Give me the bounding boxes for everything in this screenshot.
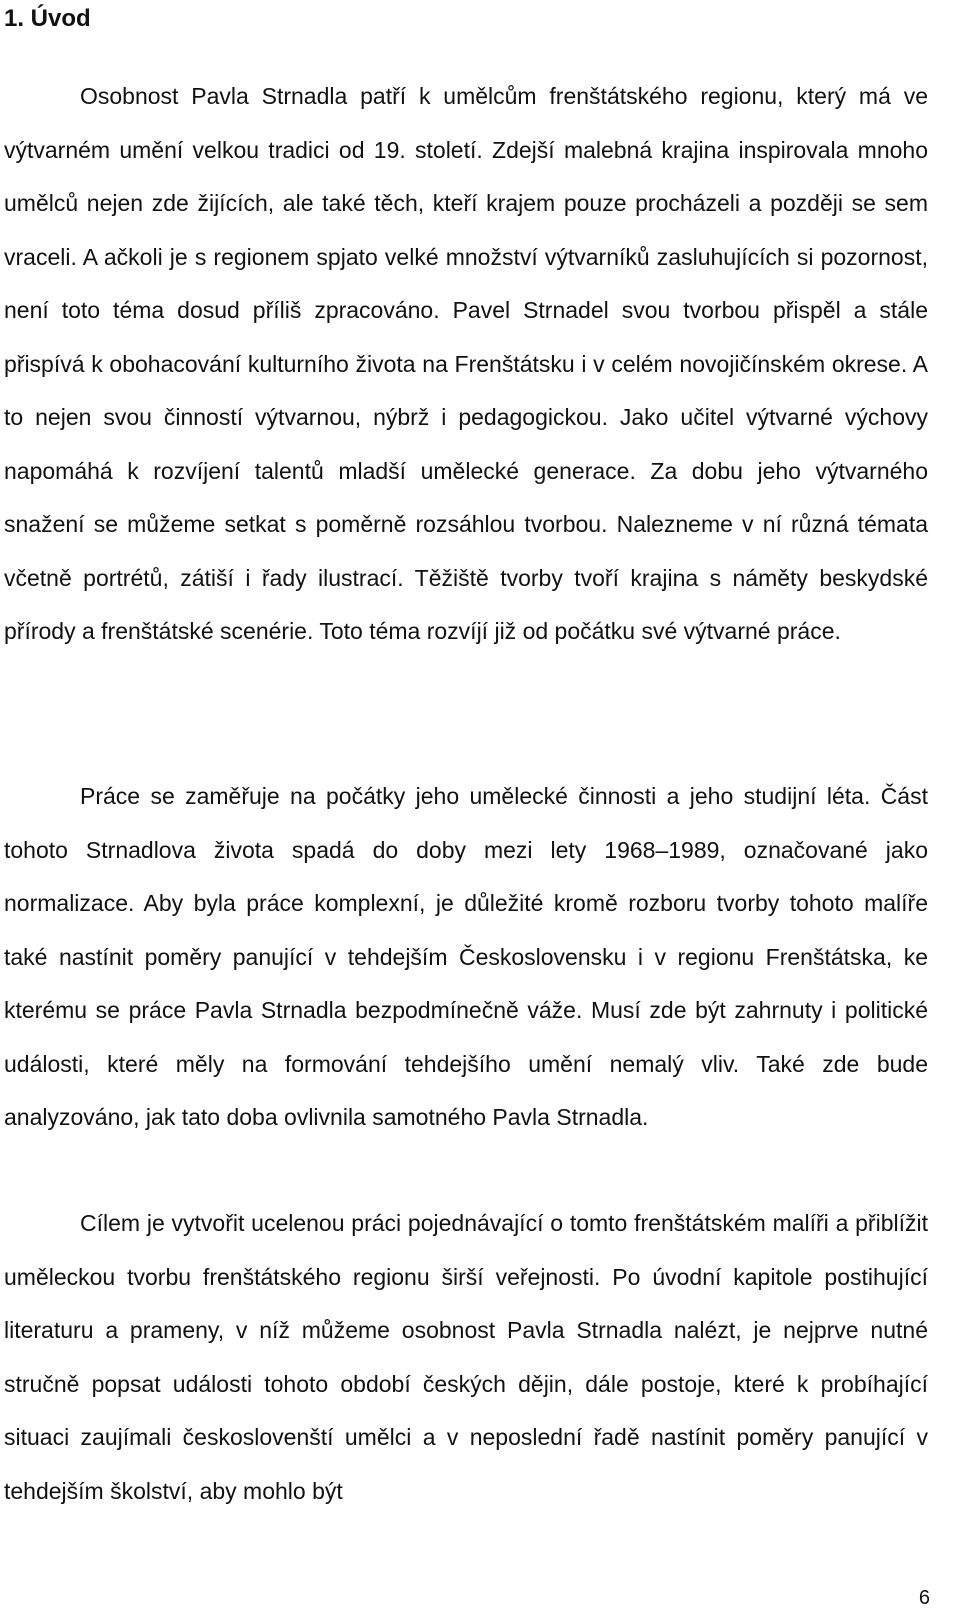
paragraph-introduction: Osobnost Pavla Strnadla patří k umělcům frenštátského regionu, který má ve výtvarném umění velkou tradici od 19. století. Zdejší malebná krajina inspirovala mnoho umělců nejen zde žijících, ale také těch, kteří krajem pouze procházeli a později se sem vraceli. A ačkoli je s regionem spjato velké množství výtvarníků zasluhujících si pozornost, není toto téma dosud příliš zpracováno. Pavel Strnadel svou tvorbou přispěl a stále přispívá k obohacování kulturního života na Frenštátsku i v celém novojičínském okrese. A to nejen svou činností výtvarnou, nýbrž i pedagogickou. Jako učitel výtvarné výchovy napomáhá k rozvíjení talentů mladší umělecké generace. Za dobu jeho výtvarného snažení se můžeme setkat s poměrně rozsáhlou tvorbou. Nalezneme v ní různá témata včetně portrétů, zátiší i řady ilustrací. Těžiště tvorby tvoří krajina s náměty beskydské přírody a frenštátské scenérie. Toto téma rozvíjí již od počátku své výtvarné práce. — [4, 83, 928, 644]
chapter-heading: 1. Úvod — [4, 5, 91, 32]
page-number: 6 — [918, 1587, 930, 1609]
paragraph-focus: Práce se zaměřuje na počátky jeho umělecké činnosti a jeho studijní léta. Část tohoto Strnadlova života spadá do doby mezi lety 1968–1989, označované jako normalizace. Aby byla práce komplexní, je důležité kromě rozboru tvorby tohoto malíře také nastínit poměry panující v tehdejším Československu i v regionu Frenštátska, ke kterému se práce Pavla Strnadla bezpodmínečně váže. Musí zde být zahrnuty i politické události, které měly na formování tehdejšího umění nemalý vliv. Také zde bude analyzováno, jak tato doba ovlivnila samotného Pavla Strnadla. — [4, 783, 928, 1130]
paragraph-goal: Cílem je vytvořit ucelenou práci pojednávající o tomto frenštátském malíři a přiblížit uměleckou tvorbu frenštátského regionu širší veřejnosti. Po úvodní kapitole postihující literaturu a prameny, v níž můžeme osobnost Pavla Strnadla nalézt, je nejprve nutné stručně popsat události tohoto období českých dějin, dále postoje, které k probíhající situaci zaujímali českoslovenští umělci a v neposlední řadě nastínit poměry panující v tehdejším školství, aby mohlo být — [4, 1210, 928, 1504]
